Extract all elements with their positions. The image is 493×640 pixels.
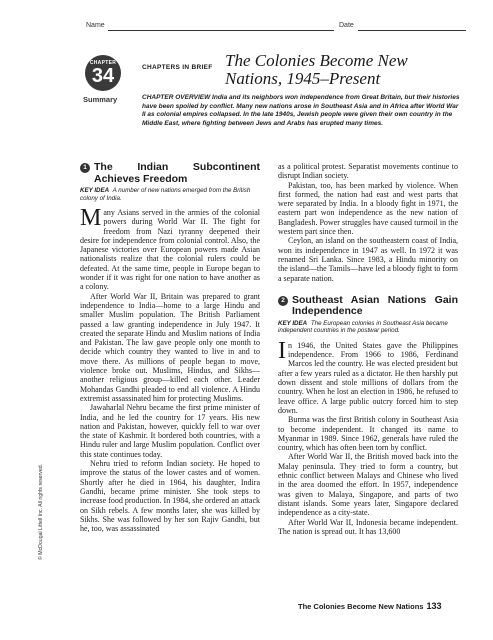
paragraph: Burma was the first British colony in Southeast Asia to become independent. It changed its name to Myanmar in 1989. Since 1962, generals have ruled the country, which has often been torn by conflict. [278,415,458,453]
paragraph: In 1946, the United States gave the Philippines independence. From 1966 to 1986, Ferdinand Marcos led the country. He was elected president but after a few years ruled as a dictator. He then harshly put down dissent and stole millions of dollars from the country. When he lost an election in 1986, he refused to leave office. A large public outcry forced him to step down. [278,337,458,415]
section-1-key-idea [80,187,260,202]
section-2-title: Southeast Asian Nations Gain Independence [292,293,458,318]
paragraph: Many Asians served in the armies of the colonial powers during World War II. The fight for freedom from Nazi tyranny deepened their desire for independence from colonial control. Also, the Japanese victories over European powers made Asian nationalists realize that the colonial rulers could be defeated. At the same time, people in Europe began to wonder if it was right for one nation to have another as a colony. [80,205,260,292]
chapter-overview: CHAPTER OVERVIEW India and its neighbors won independence from Great Britain, but their histories have been spoiled by conflict. Many new nations arose in Southeast Asia and in Africa after World War II as colonial empires collapsed. In the late 1940s, Jewish people were given their own country in the Middle East, where fighting between Jews and Arabs has erupted many times. [142,94,460,127]
section-1-heading [80,162,260,185]
paragraph: After World War II, the British moved back into the Malay peninsula. They tried to form a country, but ethnic conflict between Malays and Chinese who lived in the area doomed the effort. In 1957, independence was given to Malaya, Singapore, and parts of two distant islands. Some years later, Singapore declared independence as a city-state. [278,452,458,518]
page-number: 133 [426,601,442,611]
key-idea-text: The European colonies in Southeast Asia became independent countries in the postwar period. [278,319,448,335]
page-footer [298,601,441,611]
section-2-heading [278,295,458,318]
paragraph: Ceylon, an island on the southeastern coast of India, won its independence in 1947 as well. In 1972 it was renamed Sri Lanka. Since 1983, a Hindu minority on the island—the Tamils—have led a bloody fight to form a separate nation. [278,236,458,283]
chapter-number: 34 [91,65,115,87]
section-1-number: 1 [80,163,90,173]
page-title: The Colonies Become New Nations, 1945–Present [225,51,408,88]
copyright-notice: © McDougal Littell Inc. All rights reserved. [38,463,44,560]
key-idea-label: KEY IDEA [278,319,308,327]
right-column [278,162,458,536]
section-2-number: 2 [278,296,288,306]
summary-label: Summary [83,95,118,104]
chapter-label: CHAPTER [89,60,117,66]
key-idea-label: KEY IDEA [80,187,110,194]
paragraph: After World War II, Indonesia became independent. The nation is spread out. It has 13,600 [278,517,458,536]
paragraph: After World War II, Britain was prepared to grant independence to India—home to a large Hindu and smaller Muslim population. The British Parliament passed a law granting independence in July 1947. It created the separate Hindu and Muslim nations of India and Pakistan. The law gave people only one month to decide which country they wanted to live in and to move there. As millions of people began to move, violence broke out. Muslims, Hindus, and Sikhs—another religious group—killed each other. Leader Mohandas Gandhi pleaded to end all violence. A Hindu extremist assassinated him for protecting Muslims. [80,291,260,403]
key-idea-text: A number of new nations emerged from the British colony of India. [80,187,251,202]
date-line[interactable] [358,30,466,31]
paragraph: Jawaharlal Nehru became the first prime minister of India, and he led the country for 17 years. His new nation and Pakistan, however, quickly fell to war over the state of Kashmir. It bordered both countries, with a Hindu ruler and large Muslim population. Conflict over this state continues today. [80,403,260,459]
chapter-badge [85,55,121,91]
name-line[interactable] [108,30,334,31]
section-2-key-idea [278,320,458,335]
left-column [80,162,260,533]
date-label: Date [339,22,354,29]
name-label: Name [86,22,105,29]
section-1-title: The Indian Subcontinent Achieves Freedom [94,161,260,185]
chapters-in-brief-label: CHAPTERS IN BRIEF [142,64,213,71]
footer-title: The Colonies Become New Nations [298,602,424,611]
paragraph: Nehru tried to reform Indian society. He hoped to improve the status of the lower castes and of women. Shortly after he died in 1964, his daughter, Indira Gandhi, became prime minister. She took steps to increase food production. In 1984, she ordered an attack on Sikh rebels. A few months later, she was killed by Sikhs. She was followed by her son Rajiv Gandhi, but he, too, was assassinated [80,459,260,534]
drop-cap: I [278,337,286,364]
paragraph: Pakistan, too, has been marked by violence. When first formed, the nation had east and west parts that were separated by India. In a bloody fight in 1971, the eastern part won independence as the new nation of Bangladesh. Power struggles have caused turmoil in the western part since then. [278,180,458,237]
drop-cap: M [80,205,102,231]
paragraph: as a political protest. Separatist movements continue to disrupt Indian society. [278,162,458,181]
